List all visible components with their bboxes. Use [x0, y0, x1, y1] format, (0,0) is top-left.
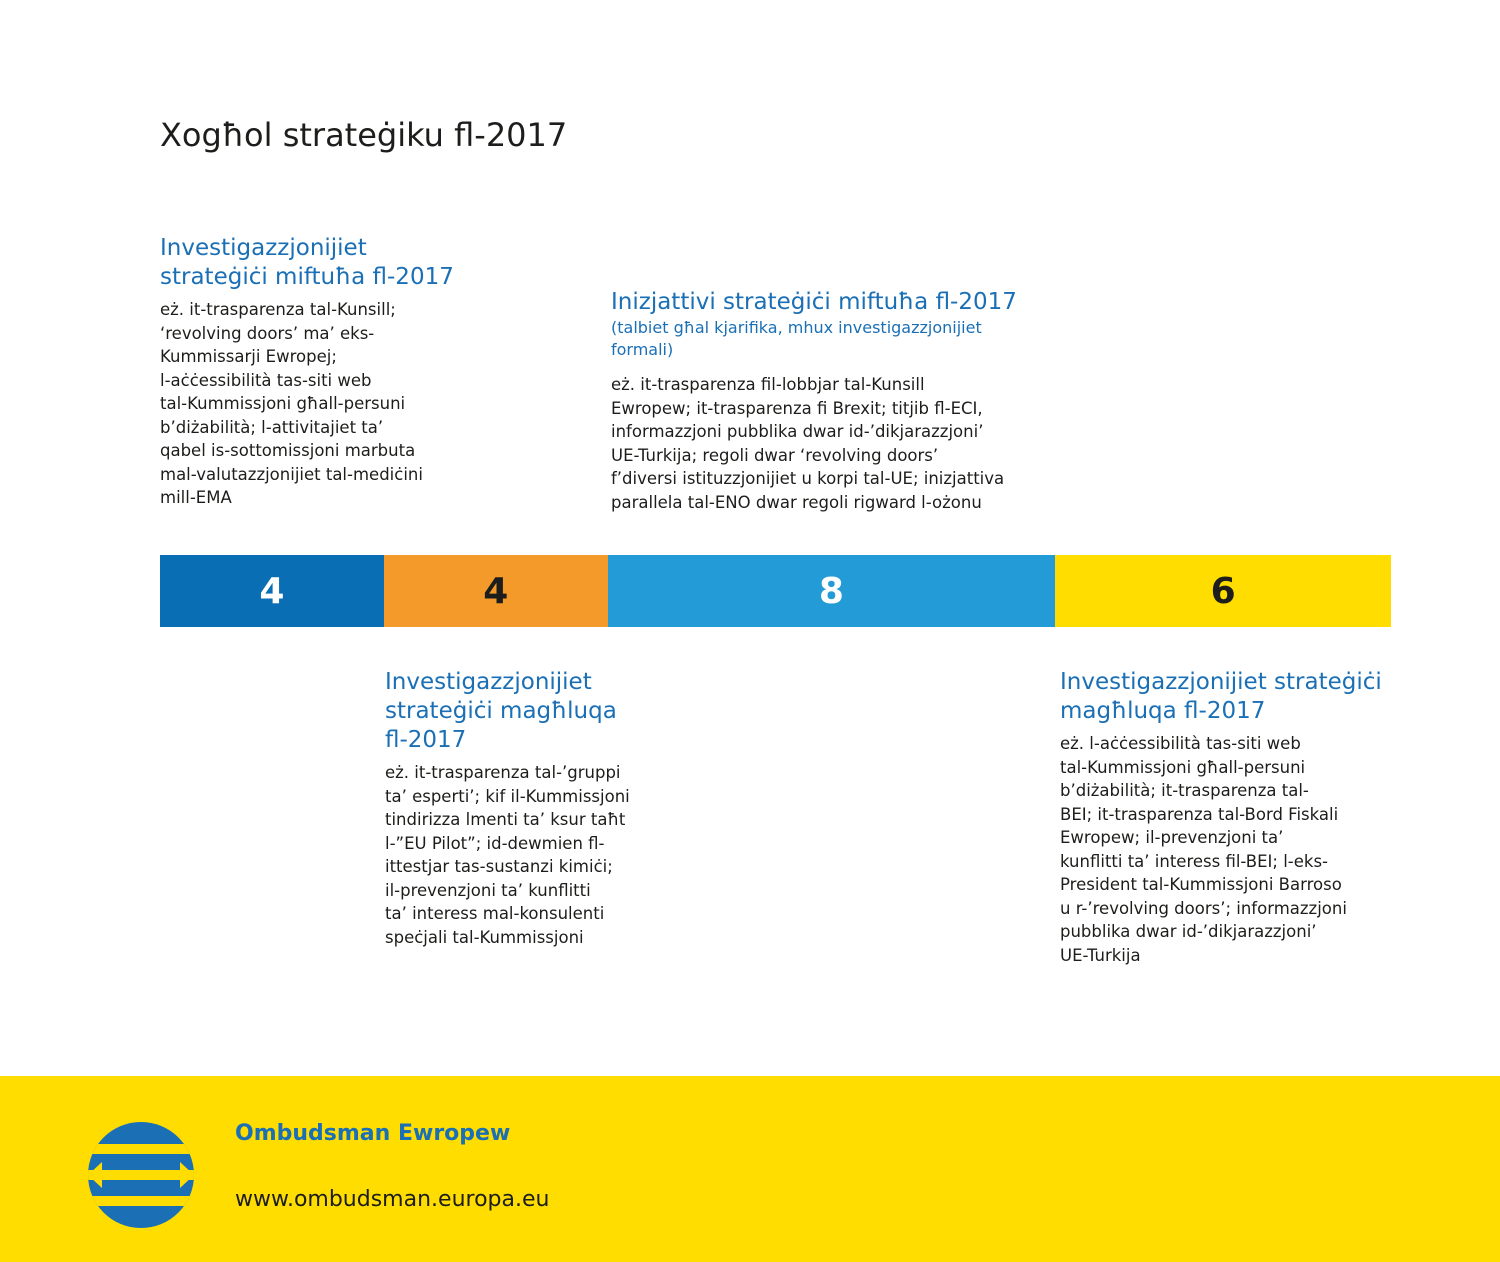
- bar-value-label: 8: [818, 570, 844, 612]
- page-title: Xogħol strateġiku fl-2017: [160, 116, 568, 154]
- bar-value-label: 6: [1210, 570, 1236, 612]
- closed-inquiries-text-b: eż. l-aċċessibilità tas-siti web tal-Kummissjoni għall-persuni b’diżabilità; it-trasparenza tal- BEI; it-trasparenza tal-Bord Fiskali Ewropew; il-prevenzjoni ta’ kunflitti ta’ interess fil-BEI; l-eks- President tal-Kummissjoni Barroso u r-’revolving doors’; informazzjoni pubblika dwar id-’dikjarazzjoni’ UE-Turkija: [1060, 734, 1347, 965]
- stacked-bar-chart: [160, 555, 1391, 627]
- opened-initiatives-heading: Inizjattivi strateġiċi miftuħa fl-2017: [611, 289, 1017, 315]
- opened-initiatives-text: eż. it-trasparenza fil-lobbjar tal-Kunsill Ewropew; it-trasparenza fi Brexit; titjib fl-ECI, informazzjoni pubblika dwar id-’dikjarazzjoni’ UE-Turkija; regoli dwar ‘revolving doors’ f’diversi istituzzjonijiet u korpi tal-UE; inizjattiva parallela tal-ENO dwar regoli rigward l-ożonu: [611, 375, 1005, 512]
- bar-segment-opened-initiatives: [608, 555, 1056, 627]
- bar-value-label: 4: [483, 570, 509, 612]
- bar-value-label: 4: [259, 570, 285, 612]
- organization-name: Ombudsman Ewropew: [235, 1121, 511, 1146]
- closed-inquiries-block-b: [1060, 668, 1400, 967]
- bar-segment-opened-inquiries: [160, 555, 384, 627]
- website-url[interactable]: www.ombudsman.europa.eu: [235, 1187, 550, 1212]
- footer-band: [0, 1076, 1500, 1262]
- closed-inquiries-block-a: [385, 668, 685, 949]
- closed-inquiries-text-a: eż. it-trasparenza tal-’gruppi ta’ esperti’; kif il-Kummissjoni tindirizza lmenti ta’ ksur taħt l-”EU Pilot”; id-dewmien fl- ittestjar tas-sustanzi kimiċi; il-prevenzjoni ta’ kunflitti ta’ interess mal-konsulenti speċjali tal-Kummissjoni: [385, 763, 630, 947]
- opened-inquiries-text: eż. it-trasparenza tal-Kunsill; ‘revolving doors’ ma’ eks- Kummissarji Ewropej; l-aċċessibilità tas-siti web tal-Kummissjoni għall-persuni b’diżabilità; l-attivitajiet ta’ qabel is-sottomissjoni marbuta mal-valutazzjonijiet tal-mediċini mill-EMA: [160, 300, 423, 507]
- european-ombudsman-logo-icon: [88, 1122, 194, 1228]
- bar-segment-closed-inquiries-b: [1055, 555, 1391, 627]
- closed-inquiries-heading-b: Investigazzjonijiet strateġiċi magħluqa fl-2017: [1060, 669, 1382, 724]
- opened-inquiries-heading: Investigazzjonijiet strateġiċi miftuħa fl-2017: [160, 235, 454, 290]
- opened-initiatives-block: [611, 288, 1071, 514]
- opened-initiatives-subheading: (talbiet għal kjarifika, mhux investigazzjonijiet formali): [611, 318, 982, 359]
- closed-inquiries-heading-a: Investigazzjonijiet strateġiċi magħluqa fl-2017: [385, 669, 617, 753]
- bar-segment-closed-inquiries-a: [384, 555, 608, 627]
- opened-inquiries-block: [160, 234, 480, 510]
